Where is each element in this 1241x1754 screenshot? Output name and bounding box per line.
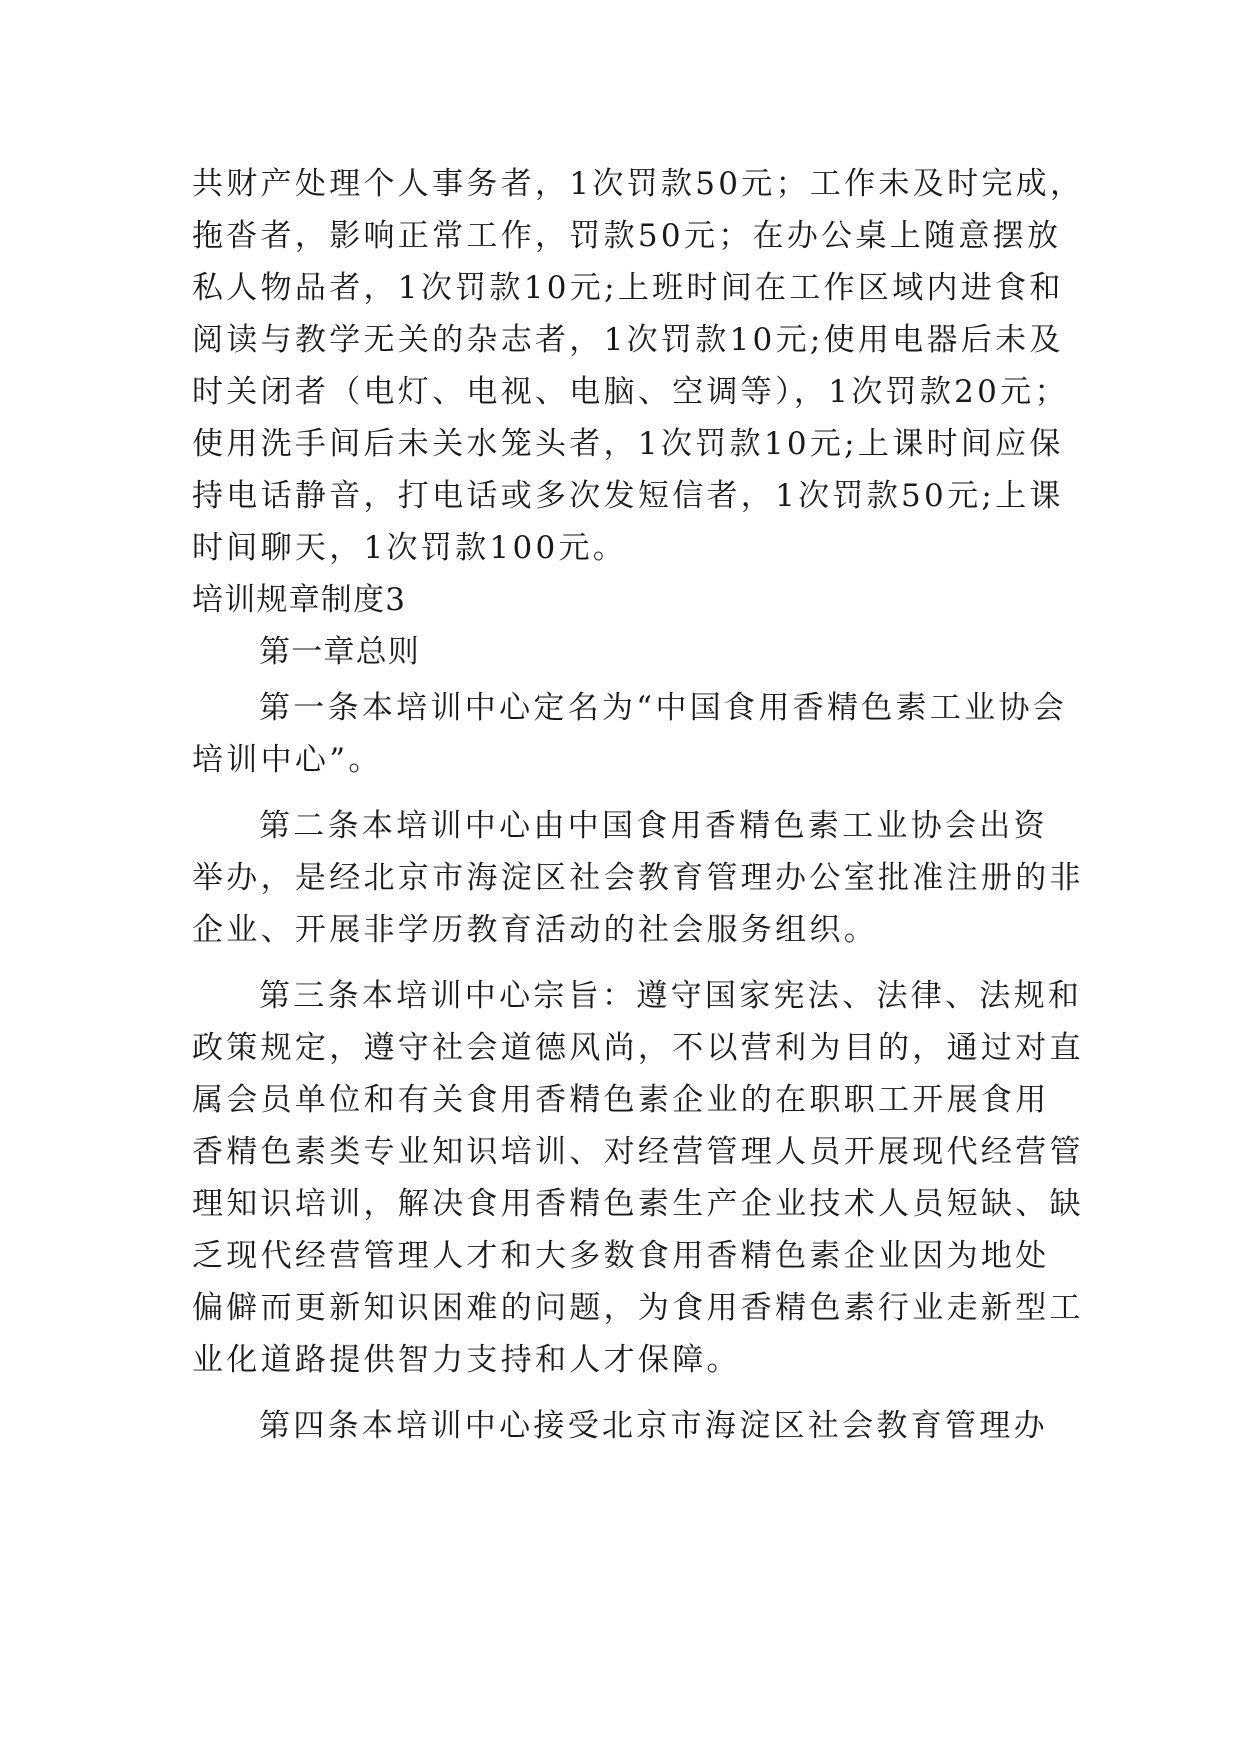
section-title: 培训规章制度3 xyxy=(192,582,407,618)
article-2-line: 第二条本培训中心由中国食用香精色素工业协会出资 xyxy=(259,808,1048,844)
chapter-title: 第一章总则 xyxy=(259,634,420,670)
paragraph-line: 时间聊天，1次罚款100元。 xyxy=(192,530,628,566)
paragraph-line: 私人物品者，1次罚款10元;上班时间在工作区域内进食和 xyxy=(192,270,1064,306)
article-4-line: 第四条本培训中心接受北京市海淀区社会教育管理办 xyxy=(259,1408,1048,1444)
article-3-line: 属会员单位和有关食用香精色素企业的在职职工开展食用 xyxy=(192,1082,1050,1118)
article-2-line: 企业、开展非学历教育活动的社会服务组织。 xyxy=(192,912,878,948)
article-3-line: 理知识培训，解决食用香精色素生产企业技术人员短缺、缺 xyxy=(192,1186,1084,1222)
article-2-line: 举办，是经北京市海淀区社会教育管理办公室批准注册的非 xyxy=(192,860,1084,896)
article-3-line: 政策规定，遵守社会道德风尚，不以营利为目的，通过对直 xyxy=(192,1030,1084,1066)
paragraph-line: 使用洗手间后未关水笼头者，1次罚款10元;上课时间应保 xyxy=(192,426,1064,462)
paragraph-line: 拖沓者，影响正常工作，罚款50元；在办公桌上随意摆放 xyxy=(192,218,1062,254)
article-3-line: 乏现代经营管理人才和大多数食用香精色素企业因为地处 xyxy=(192,1238,1050,1274)
article-1-line: 培训中心”。 xyxy=(192,742,383,778)
article-1-line: 第一条本培训中心定名为“中国食用香精色素工业协会 xyxy=(259,690,1068,726)
paragraph-line: 共财产处理个人事务者，1次罚款50元；工作未及时完成， xyxy=(192,166,1085,202)
article-3-line: 第三条本培训中心宗旨：遵守国家宪法、法律、法规和 xyxy=(259,978,1083,1014)
paragraph-line: 时关闭者（电灯、电视、电脑、空调等），1次罚款20元； xyxy=(192,374,1069,410)
article-3-line: 业化道路提供智力支持和人才保障。 xyxy=(192,1342,741,1378)
paragraph-line: 阅读与教学无关的杂志者，1次罚款10元;使用电器后未及 xyxy=(192,322,1064,358)
document-body xyxy=(192,158,1085,1452)
article-3-line: 香精色素类专业知识培训、对经营管理人员开展现代经营管 xyxy=(192,1134,1084,1170)
article-3-line: 偏僻而更新知识困难的问题，为食用香精色素行业走新型工 xyxy=(192,1290,1084,1326)
paragraph-line: 持电话静音，打电话或多次发短信者，1次罚款50元;上课 xyxy=(192,478,1064,514)
